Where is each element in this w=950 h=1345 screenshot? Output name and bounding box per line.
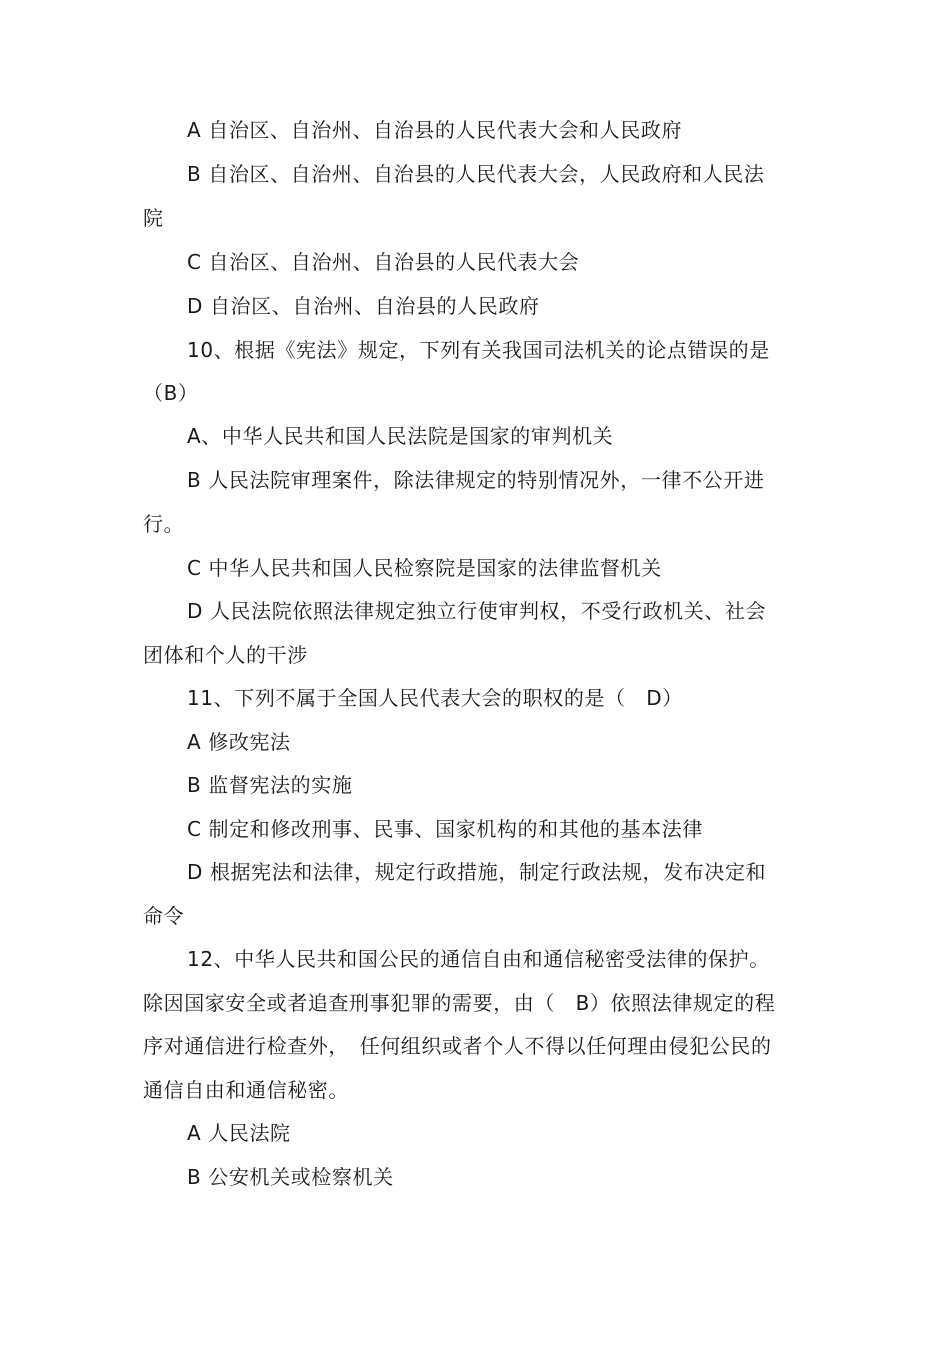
option-line-continuation: 行。 (143, 512, 185, 536)
option-line: A 人民法院 (187, 1121, 291, 1145)
question-line: 10、根据《宪法》规定，下列有关我国司法机关的论点错误的是 (187, 338, 770, 362)
option-line: A 自治区、自治州、自治县的人民代表大会和人民政府 (187, 118, 683, 142)
option-line-continuation: 院 (143, 206, 164, 230)
option-line: A、中华人民共和国人民法院是国家的审判机关 (187, 424, 614, 448)
question-line-continuation: 通信自由和通信秘密。 (143, 1078, 349, 1102)
option-line: B 自治区、自治州、自治县的人民代表大会，人民政府和人民法 (187, 162, 765, 186)
option-line: B 监督宪法的实施 (187, 773, 353, 797)
answer-line: （B） (143, 381, 199, 405)
option-line: C 中华人民共和国人民检察院是国家的法律监督机关 (187, 556, 662, 580)
question-line: 12、中华人民共和国公民的通信自由和通信秘密受法律的保护。 (187, 947, 770, 971)
option-line: C 自治区、自治州、自治县的人民代表大会 (187, 250, 580, 274)
option-line: D 根据宪法和法律，规定行政措施，制定行政法规，发布决定和 (187, 860, 767, 884)
option-line-continuation: 团体和个人的干涉 (143, 643, 308, 667)
question-line-continuation: 序对通信进行检查外， 任何组织或者个人不得以任何理由侵犯公民的 (143, 1034, 772, 1058)
option-line: D 人民法院依照法律规定独立行使审判权，不受行政机关、社会 (187, 599, 767, 623)
option-line-continuation: 命令 (143, 904, 185, 928)
question-line-continuation: 除因国家安全或者追查刑事犯罪的需要，由（ B）依照法律规定的程 (143, 991, 776, 1015)
question-line: 11、下列不属于全国人民代表大会的职权的是（ D） (187, 686, 683, 710)
option-line: B 公安机关或检察机关 (187, 1165, 394, 1189)
option-line: A 修改宪法 (187, 730, 291, 754)
option-line: C 制定和修改刑事、民事、国家机构的和其他的基本法律 (187, 817, 703, 841)
option-line: B 人民法院审理案件，除法律规定的特别情况外，一律不公开进 (187, 468, 765, 492)
option-line: D 自治区、自治州、自治县的人民政府 (187, 294, 540, 318)
